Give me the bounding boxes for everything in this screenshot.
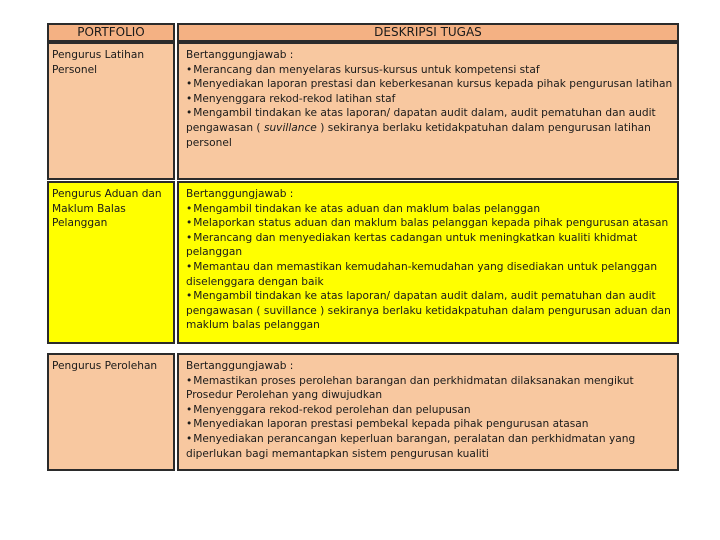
list-item: •Menyenggara rekod-rekod perolehan dan pelupusan <box>186 403 471 416</box>
header-portfolio <box>47 23 175 42</box>
list-item: •Menyediakan laporan prestasi pembekal kepada pihak pengurusan atasan <box>186 418 589 431</box>
header-portfolio-label: PORTFOLIO <box>77 25 145 39</box>
row-3-portfolio: Pengurus Perolehan <box>52 360 158 372</box>
row-1-portfolio: Pengurus Latihan Personel <box>52 49 145 76</box>
header-description-label: DESKRIPSI TUGAS <box>374 25 482 39</box>
list-item: •Melaporkan status aduan dan maklum balas pelanggan kepada pihak pengurusan atasan <box>186 217 669 230</box>
list-item: •Memastikan proses perolehan barangan dan perkhidmatan dilaksanakan mengikut Prosedur Perolehan yang diwujudkan <box>186 374 634 402</box>
row-2-intro: Bertanggungjawab : <box>186 188 294 200</box>
row-1-intro: Bertanggungjawab : <box>186 49 294 61</box>
list-item: •Mengambil tindakan ke atas laporan/ dapatan audit dalam, audit pematuhan dan audit pengawasan ( suvillance ) sekiranya berlaku ketidakpatuhan dalam pengurusan latihan personel <box>186 107 656 149</box>
row-1-description-cell <box>177 42 679 180</box>
row-3-intro: Bertanggungjawab : <box>186 360 294 372</box>
list-item: •Memantau dan memastikan kemudahan-kemudahan yang disediakan untuk pelanggan diselenggara dengan baik <box>186 260 658 288</box>
list-item: •Merancang dan menyelaras kursus-kursus untuk kompetensi staf <box>186 63 540 76</box>
row-3-description-cell <box>177 353 679 471</box>
list-item: •Menyenggara rekod-rekod latihan staf <box>186 92 396 105</box>
list-item: •Mengambil tindakan ke atas aduan dan maklum balas pelanggan <box>186 202 541 215</box>
list-item: •Menyediakan perancangan keperluan barangan, peralatan dan perkhidmatan yang diperlukan bagi memantapkan sistem pengurusan kualiti <box>186 432 636 460</box>
header-description <box>177 23 679 42</box>
list-item: •Merancang dan menyediakan kertas cadangan untuk meningkatkan kualiti khidmat pelanggan <box>186 231 638 259</box>
list-item: •Menyediakan laporan prestasi dan keberkesanan kursus kepada pihak pengurusan latihan <box>186 78 673 91</box>
row-2-description-cell <box>177 181 679 344</box>
list-item: •Mengambil tindakan ke atas laporan/ dapatan audit dalam, audit pematuhan dan audit pengawasan ( suvillance ) sekiranya berlaku ketidakpatuhan dalam pengurusan aduan dan maklum balas pelanggan <box>186 290 671 332</box>
row-2-portfolio: Pengurus Aduan dan Maklum Balas Pelanggan <box>52 188 162 230</box>
row-3-portfolio-cell <box>47 353 175 471</box>
row-1-portfolio-cell <box>47 42 175 180</box>
row-2-portfolio-cell <box>47 181 175 344</box>
